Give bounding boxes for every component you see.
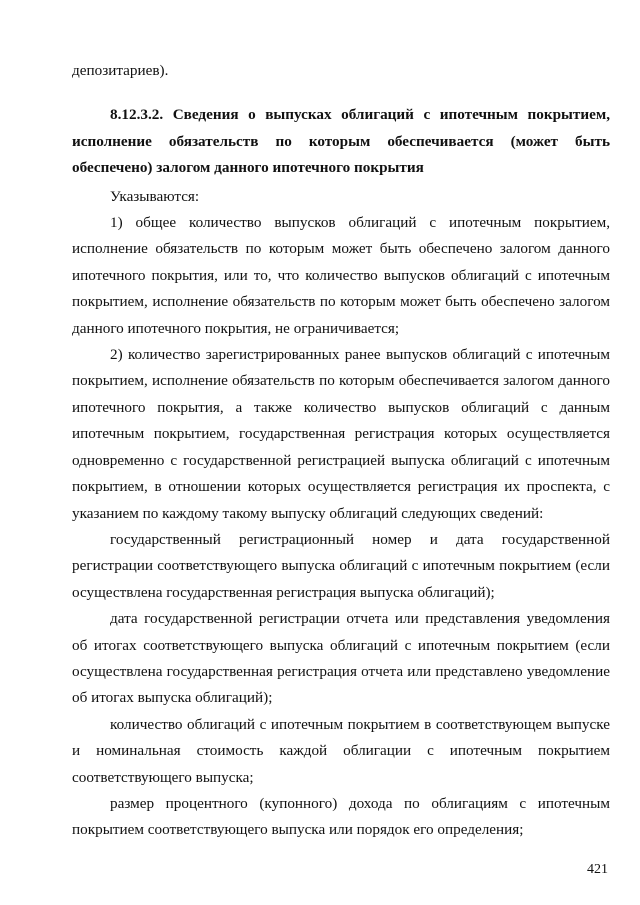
section-heading: 8.12.3.2. Сведения о выпусках облигаций с ипотечным покрытием, исполнение обязательств по которым обеспечивается (может быть обеспечено) залогом данного ипотечного покрытия xyxy=(72,106,610,177)
lead-line: депозитариев). xyxy=(72,62,169,79)
paragraph-1: 1) общее количество выпусков облигаций с ипотечным покрытием, исполнение обязательств по которым может быть обеспечено залогом данного ипотечного покрытия, или то, что количество выпусков облигаций с ипотечным покрытием, исполнение обязательств по которым может быть обеспечено залогом данного ипотечного покрытия, не ограничивается; xyxy=(72,214,610,337)
paragraph-5: количество облигаций с ипотечным покрытием в соответствующем выпуске и номинальная стоимость каждой облигации с ипотечным покрытием соответствующего выпуска; xyxy=(72,715,610,786)
paragraph-6: размер процентного (купонного) дохода по облигациям с ипотечным покрытием соответствующего выпуска или порядок его определения; xyxy=(72,794,610,839)
document-page xyxy=(72,58,610,844)
paragraph-3: государственный регистрационный номер и дата государственной регистрации соответствующего выпуска облигаций с ипотечным покрытием (если осуществлена государственная регистрация выпуска облигаций); xyxy=(72,530,610,601)
page-number: 421 xyxy=(587,862,608,877)
paragraph-4: дата государственной регистрации отчета или представления уведомления об итогах соответствующего выпуска облигаций с ипотечным покрытием (если осуществлена государственная регистрация отчета или представлено уведомление об итогах выпуска облигаций); xyxy=(72,610,610,707)
paragraph-2: 2) количество зарегистрированных ранее выпусков облигаций с ипотечным покрытием, исполнение обязательств по которым обеспечивается залогом данного ипотечного покрытия, а также количество выпусков облигаций с данным ипотечным покрытием, государственная регистрация которых осуществляется одновременно с государственной регистрацией выпуска облигаций с ипотечным покрытием, в отношении которых осуществляется регистрация их проспекта, с указанием по каждому такому выпуску облигаций следующих сведений: xyxy=(72,346,610,522)
intro-line: Указываются: xyxy=(110,187,200,205)
